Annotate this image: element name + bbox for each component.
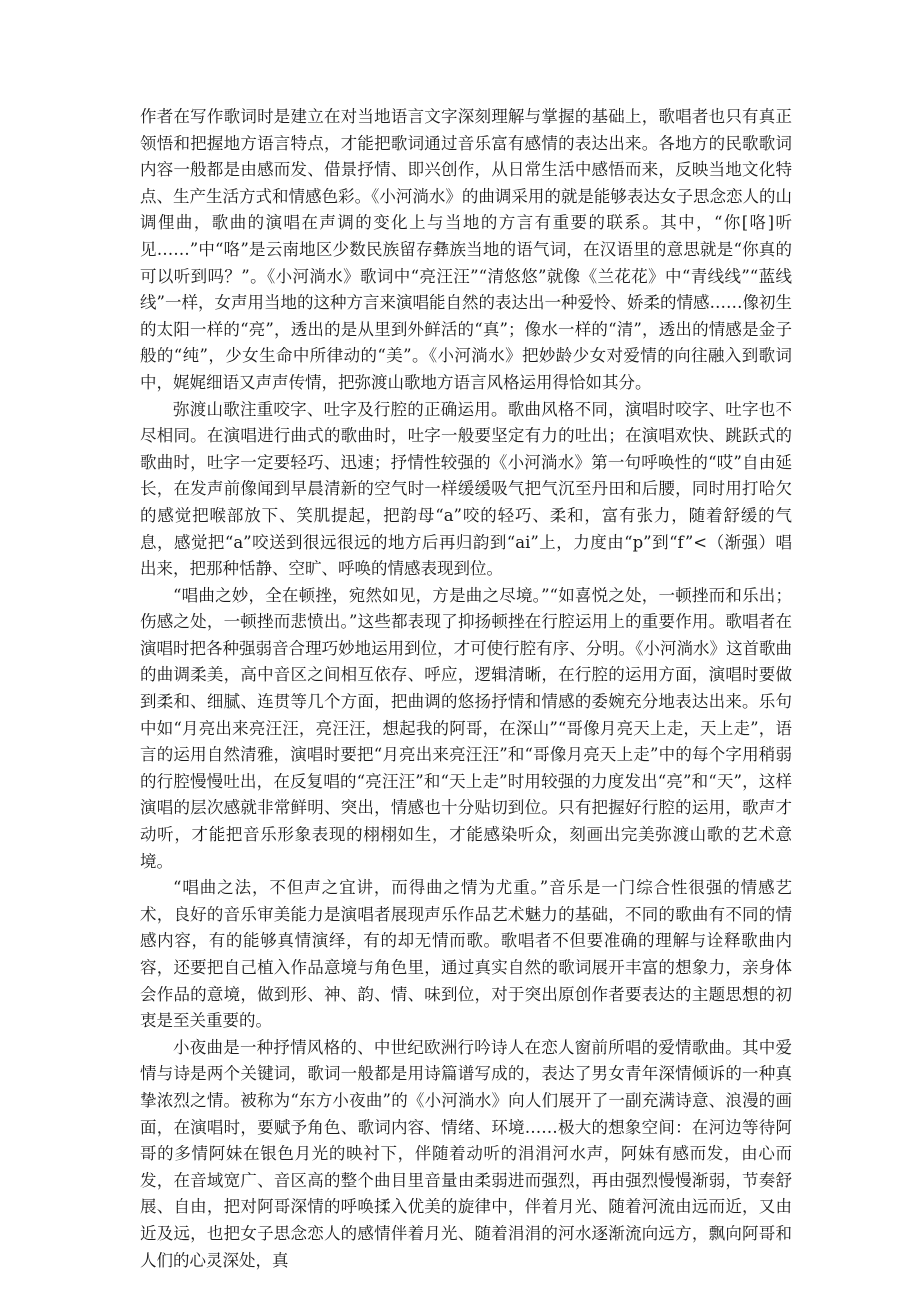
paragraph-2: 弥渡山歌注重咬字、吐字及行腔的正确运用。歌曲风格不同，演唱时咬字、吐字也不尽相同。在演唱进行曲式的歌曲时，吐字一般要坚定有力的吐出；在演唱欢快、跳跃式的歌曲时，吐字一定要轻巧、迅速；抒情性较强的《小河淌水》第一句呼唤性的“哎”自由延长，在发声前像闻到早晨清新的空气时一样缓缓吸气把气沉至丹田和后腰，同时用打哈欠的感觉把喉部放下、笑肌提起，把韵母“a”咬的轻巧、柔和，富有张力，随着舒缓的气息，感觉把“a”咬送到很远很远的地方后再归韵到“ai”上，力度由“p”到“f”<（渐强）唱出来，把那种恬静、空旷、呼唤的情感表现到位。 [140, 399, 792, 579]
paragraph-3: “唱曲之妙，全在顿挫，宛然如见，方是曲之尽境。”“如喜悦之处，一顿挫而和乐出；伤感之处，一顿挫而悲愤出。”这些都表现了抑扬顿挫在行腔运用上的重要作用。歌唱者在演唱时把各种强弱音合理巧妙地运用到位，才可使行腔有序、分明。《小河淌水》这首歌曲的曲调柔美，高中音区之间相互依存、呼应，逻辑清晰，在行腔的运用方面，演唱时要做到柔和、细腻、连贯等几个方面，把曲调的悠扬抒情和情感的委婉充分地表达出来。乐句中如“月亮出来亮汪汪，亮汪汪，想起我的阿哥，在深山”“哥像月亮天上走，天上走”，语言的运用自然清雅，演唱时要把“月亮出来亮汪汪”和“哥像月亮天上走”中的每个字用稍弱的行腔慢慢吐出，在反复唱的“亮汪汪”和“天上走”时用较强的力度发出“亮”和“天”，这样演唱的层次感就非常鲜明、突出，情感也十分贴切到位。只有把握好行腔的运用，歌声才动听，才能把音乐形象表现的栩栩如生，才能感染听众，刻画出完美弥渡山歌的艺术意境。 [140, 585, 792, 871]
body-text [140, 104, 792, 1274]
paragraph-4: “唱曲之法，不但声之宜讲，而得曲之情为尤重。”音乐是一门综合性很强的情感艺术，良好的音乐审美能力是演唱者展现声乐作品艺术魅力的基础，不同的歌曲有不同的情感内容，有的能够真情演绎，有的却无情而歌。歌唱者不但要准确的理解与诠释歌曲内容，还要把自己植入作品意境与角色里，通过真实自然的歌词展开丰富的想象力，亲身体会作品的意境，做到形、神、韵、情、味到位，对于突出原创作者要表达的主题思想的初衷是至关重要的。 [140, 878, 792, 1031]
paragraph-5: 小夜曲是一种抒情风格的、中世纪欧洲行吟诗人在恋人窗前所唱的爱情歌曲。其中爱情与诗是两个关键词，歌词一般都是用诗篇谱写成的，表达了男女青年深情倾诉的一种真挚浓烈之情。被称为“东方小夜曲”的《小河淌水》向人们展开了一副充满诗意、浪漫的画面，在演唱时，要赋予角色、歌词内容、情绪、环境……极大的想象空间：在河边等待阿哥的多情阿妹在银色月光的映衬下，伴随着动听的涓涓河水声，阿妹有感而发，由心而发，在音域宽广、音区高的整个曲目里音量由柔弱进而强烈，再由强烈慢慢渐弱，节奏舒展、自由，把对阿哥深情的呼唤揉入优美的旋律中，伴着月光、随着河流由远而近，又由近及远，也把女子思念恋人的感情伴着月光、随着涓涓的河水逐渐流向远方，飘向阿哥和人们的心灵深处，真 [140, 1037, 792, 1270]
paragraph-1: 作者在写作歌词时是建立在对当地语言文字深刻理解与掌握的基础上，歌唱者也只有真正领悟和把握地方语言特点，才能把歌词通过音乐富有感情的表达出来。各地方的民歌歌词内容一般都是由感而发、借景抒情、即兴创作，从日常生活中感悟而来，反映当地文化特点、生产生活方式和情感色彩。《小河淌水》的曲调采用的就是能够表达女子思念恋人的山调俚曲，歌曲的演唱在声调的变化上与当地的方言有重要的联系。其中，“你[咯]听见……”中“咯”是云南地区少数民族留存彝族当地的语气词，在汉语里的意思就是“你真的可以听到吗？”。《小河淌水》歌词中“亮汪汪”“清悠悠”就像《兰花花》中“青线线”“蓝线线”一样，女声用当地的这种方言来演唱能自然的表达出一种爱怜、娇柔的情感……像初生的太阳一样的“亮”，透出的是从里到外鲜活的“真”；像水一样的“清”，透出的情感是金子般的“纯”，少女生命中所律动的“美”。《小河淌水》把妙龄少女对爱情的向往融入到歌词中，娓娓细语又声声传情，把弥渡山歌地方语言风格运用得恰如其分。 [140, 107, 792, 392]
